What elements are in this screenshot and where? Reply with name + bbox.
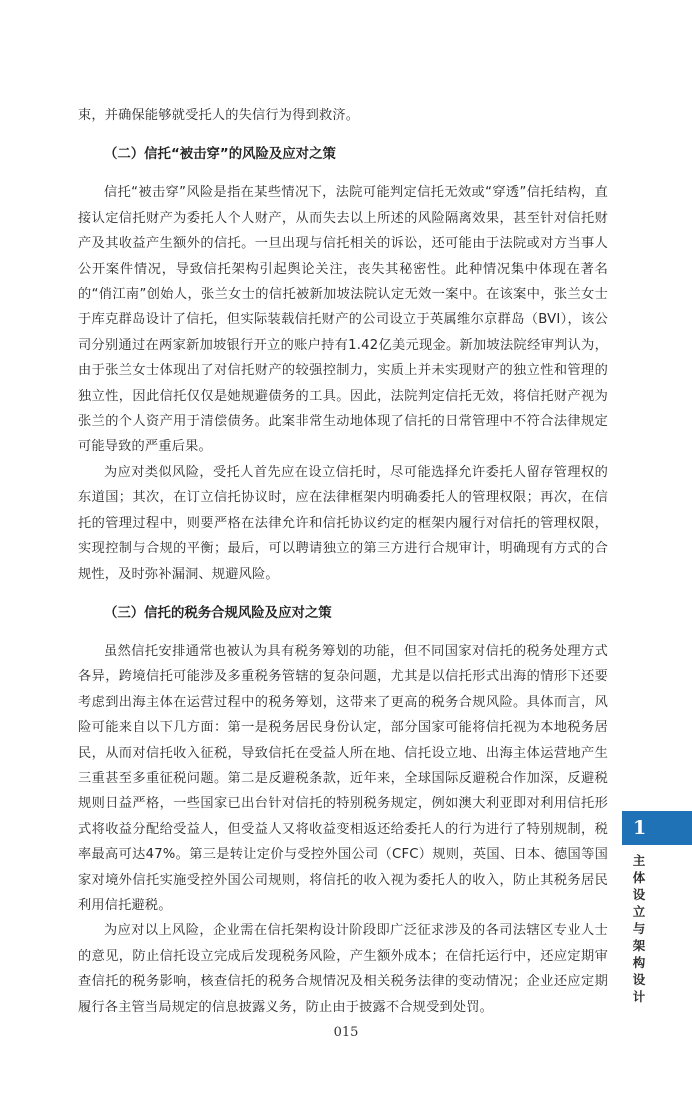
section-3-heading: （三）信托的税务合规风险及应对之策 <box>104 605 332 621</box>
section-2-paragraph-2: 为应对类似风险，受托人首先应在设立信托时，尽可能选择允许委托人留存管理权的东道国；其次，在订立信托协议时，应在法律框架内明确委托人的管理权限；再次，在信托的管理过程中，则要严格在法律允许和信托协议约定的框架内履行对信托的管理权限，实现控制与合规的平衡；最后，可以聘请独立的第三方进行合规审计，明确现有方式的合规性，及时弥补漏洞、规避风险。 <box>78 464 608 582</box>
section-3-paragraph-1: 虽然信托安排通常也被认为具有税务筹划的功能，但不同国家对信托的税务处理方式各异，跨境信托可能涉及多重税务管辖的复杂问题，尤其是以信托形式出海的情形下还要考虑到出海主体在运营过程中的税务筹划，这带来了更高的税务合规风险。具体而言，风险可能来自以下几方面：第一是税务居民身份认定，部分国家可能将信托视为本地税务居民，从而对信托收入征税，导致信托在受益人所在地、信托设立地、出海主体运营地产生三重甚至多重征税问题。第二是反避税条款，近年来，全球国际反避税合作加深，反避税规则日益严格，一些国家已出台针对信托的特别税务规定，例如澳大利亚即对利用信托形式将收益分配给受益人，但受益人又将收益变相返还给委托人的行为进行了特别规制，税率最高可达47%。第三是转让定价与受控外国公司（CFC）规则，英国、日本、德国等国家对境外信托实施受控外国公司规则，将信托的收入视为委托人的收入，防止其税务居民利用信托避税。 <box>78 643 608 913</box>
page-body <box>78 103 608 1020</box>
section-2-paragraph-1: 信托“被击穿”风险是指在某些情况下，法院可能判定信托无效或“穿透”信托结构，直接认定信托财产为委托人个人财产，从而失去以上所述的风险隔离效果，甚至针对信托财产及其收益产生额外的信托。一旦出现与信托相关的诉讼，还可能由于法院或对方当事人公开案件情况，导致信托架构引起舆论关注，丧失其秘密性。此种情况集中体现在著名的“俏江南”创始人，张兰女士的信托被新加坡法院认定无效一案中。在该案中，张兰女士于库克群岛设计了信托，但实际装载信托财产的公司设立于英属维尔京群岛（BVI），该公司分别通过在两家新加坡银行开立的账户持有1.42亿美元现金。新加坡法院经审判认为，由于张兰女士体现出了对信托财产的较强控制力，实质上并未实现财产的独立性和管理的独立性，因此信托仅仅是她规避债务的工具。因此，法院判定信托无效，将信托财产视为张兰的个人资产用于清偿债务。此案非常生动地体现了信托的日常管理中不符合法律规定可能导致的严重后果。 <box>78 185 608 455</box>
page-number: 015 <box>333 1025 359 1040</box>
section-2-heading: （二）信托“被击穿”的风险及应对之策 <box>104 147 336 163</box>
section-3-paragraph-2: 为应对以上风险，企业需在信托架构设计阶段即广泛征求涉及的各司法辖区专业人士的意见，防止信托设立完成后发现税务风险，产生额外成本；在信托运行中，还应定期审查信托的税务影响，核查信托的税务合规情况及相关税务法律的变动情况；企业还应定期履行各主管当局规定的信息披露义务，防止由于披露不合规受到处罚。 <box>78 923 608 1015</box>
chapter-number-tab: 1 <box>622 811 692 845</box>
paragraph-continued: 束，并确保能够就受托人的失信行为得到救济。 <box>78 108 360 123</box>
chapter-title-vertical: 主体设立与架构设计 <box>632 853 646 1004</box>
